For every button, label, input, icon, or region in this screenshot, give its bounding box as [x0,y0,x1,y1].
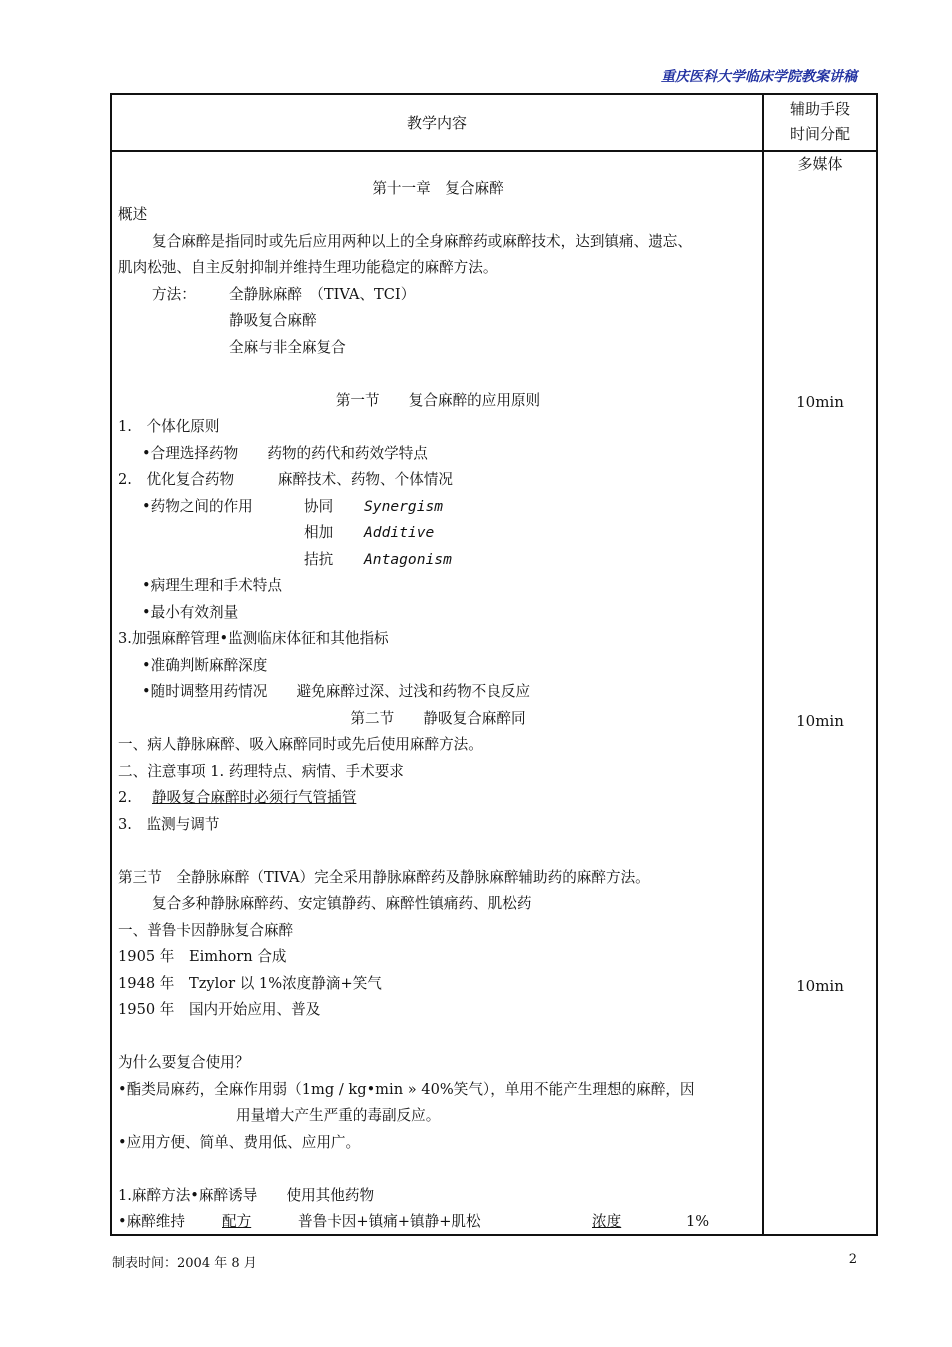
header-title: 重庆医科大学临床学院教案讲稿 [661,69,857,85]
term-english: Additive [364,524,435,541]
text-line: 1% [686,1213,710,1230]
text-line: 2. [118,789,132,806]
text-line: •病理生理和手术特点 [142,577,282,594]
aux-header-line1: 辅助手段 [789,100,850,118]
text-line: 二、注意事项 1. 药理特点、病情、手术要求 [118,763,404,780]
section-title: 第二节 静吸复合麻醉同 [350,710,526,727]
text-line: 协同 [304,498,334,515]
time-note-3: 10min [796,977,844,995]
text-line: 1.麻醉方法•麻醉诱导 使用其他药物 [118,1187,375,1204]
paragraph-line: 肌肉松弛、自主反射抑制并维持生理功能稳定的麻醉方法。 [118,259,498,276]
text-line: •随时调整用药情况 避免麻醉过深、过浅和药物不良反应 [142,683,531,700]
underlined-term: 浓度 [592,1213,622,1230]
lesson-table [110,93,878,1236]
text-line: 1950 年 国内开始应用、普及 [118,1001,321,1018]
text-line: 普鲁卡因+镇痛+镇静+肌松 [298,1213,481,1230]
text-line: •麻醉维持 [118,1213,185,1230]
media-note: 多媒体 [797,155,843,173]
method-item: 静吸复合麻醉 [229,312,317,329]
text-line: 用量增大产生严重的毒副反应。 [236,1107,441,1124]
section-title: 第一节 复合麻醉的应用原则 [335,392,541,409]
text-line: •合理选择药物 药物的药代和药效学特点 [142,445,428,462]
text-line: 1948 年 Tzylor 以 1%浓度静滴+笑气 [118,975,382,992]
page-number: 2 [848,1252,857,1267]
aux-header-line2: 时间分配 [789,125,850,143]
text-line: 1905 年 Eimhorn 合成 [118,948,287,965]
header-divider [112,150,876,152]
text-line: 1. 个体化原则 [118,418,220,435]
text-line: 拮抗 [304,551,334,568]
text-line: 为什么要复合使用？ [118,1054,250,1071]
chapter-title: 第十一章 复合麻醉 [372,180,504,197]
text-line: •准确判断麻醉深度 [142,657,268,674]
time-note-1: 10min [796,393,844,411]
text-line: 相加 [304,524,334,541]
method-item: 全静脉麻醉 （TIVA、TCI） [229,286,416,303]
section-title: 第三节 全静脉麻醉（TIVA）完全采用静脉麻醉药及静脉麻醉辅助药的麻醉方法。 [118,869,650,886]
text-line: 一、病人静脉麻醉、吸入麻醉同时或先后使用麻醉方法。 [118,736,483,753]
text-line: •应用方便、简单、费用低、应用广。 [118,1134,361,1151]
term-english: Synergism [364,498,444,515]
text-line: •最小有效剂量 [142,604,239,621]
text-line: 3.加强麻醉管理•监测临床体征和其他指标 [118,630,389,647]
method-label: 方法： [152,286,196,303]
overview-heading: 概述 [118,206,148,223]
footer-date: 制表时间：2004 年 8 月 [112,1256,257,1271]
term-english: Antagonism [364,551,452,568]
text-line: •酯类局麻药，全麻作用弱（1mg / kg•min » 40%笑气），单用不能产生理想的麻醉，因 [118,1081,695,1098]
text-line: 2. 优化复合药物 麻醉技术、药物、个体情况 [118,471,453,488]
text-line: 一、普鲁卡因静脉复合麻醉 [118,922,294,939]
content-column-header: 教学内容 [406,114,467,132]
method-item: 全麻与非全麻复合 [229,339,346,356]
aux-column-header [764,95,876,152]
paragraph-line: 复合麻醉是指同时或先后应用两种以上的全身麻醉药或麻醉技术，达到镇痛、遗忘、 [152,233,692,250]
text-line: 复合多种静脉麻醉药、安定镇静药、麻醉性镇痛药、肌松药 [152,895,532,912]
text-line: 3. 监测与调节 [118,816,220,833]
underlined-term: 配方 [222,1213,252,1230]
underlined-note: 静吸复合麻醉时必须行气管插管 [152,789,357,806]
time-note-2: 10min [796,712,844,730]
column-divider [762,95,764,1234]
text-line: •药物之间的作用 [142,498,253,515]
